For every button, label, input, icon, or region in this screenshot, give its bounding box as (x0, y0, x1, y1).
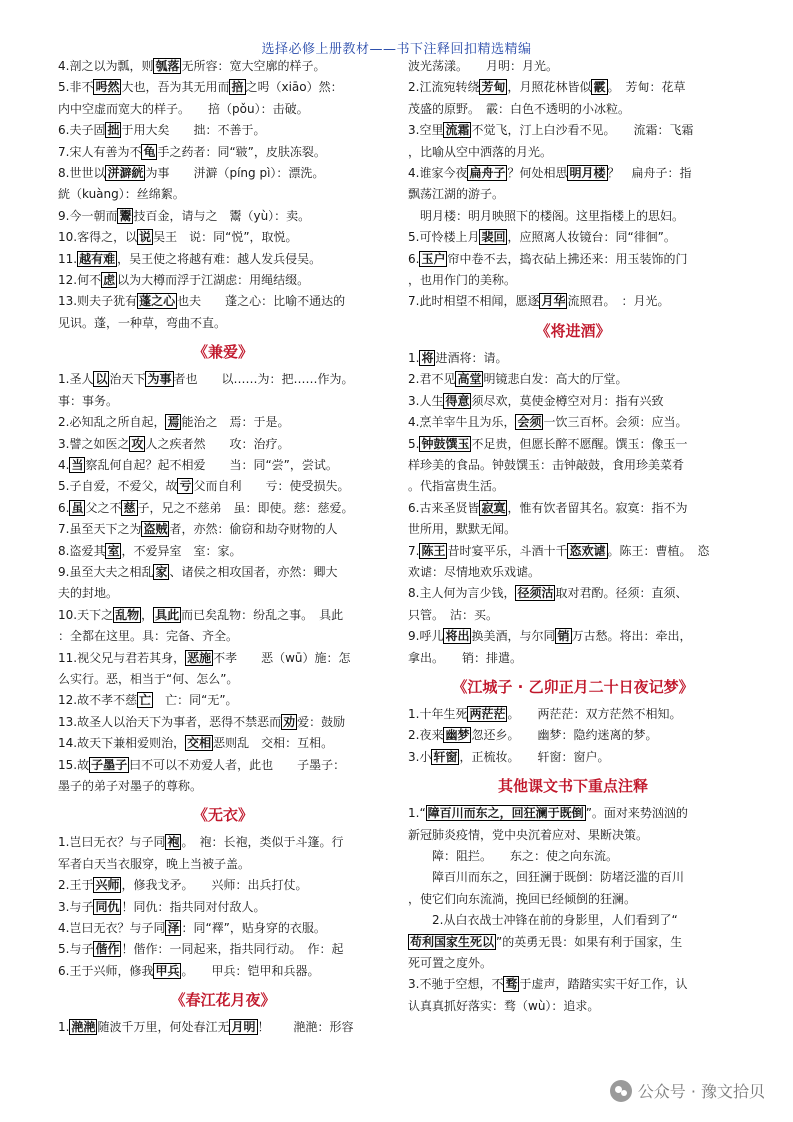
boxed-keyword: 障百川而东之，回狂澜于既倒 (427, 806, 584, 821)
line-text: 者，亦然：偷窃和劫夺财物的人 (169, 522, 338, 537)
line-text: 曰不可以不劝爱人者，此也 子墨子： (129, 757, 346, 772)
line-text: 不孝 恶（wū）施：怎 (213, 650, 351, 665)
line-text: 吴王 说：同“悦”，取悦。 (153, 230, 298, 245)
boxed-keyword: 说 (139, 230, 152, 245)
section-heading: 《春江花月夜》 (170, 991, 276, 1010)
annotation-line (408, 974, 738, 995)
boxed-keyword: 瓠落 (155, 59, 180, 73)
boxed-keyword: 交相 (187, 736, 212, 751)
line-text: 恶则乱 交相：互相。 (213, 736, 334, 751)
boxed-keyword: 陈王 (421, 543, 446, 558)
annotation-line (408, 434, 738, 455)
line-text: ”的英勇无畏：如果有利于国家，生 (496, 934, 683, 949)
boxed-keyword: 轩窗 (433, 749, 458, 764)
line-text: 14.故天下兼相爱则治， (58, 736, 186, 751)
line-text: 。陈王：曹植。 恣 (607, 543, 710, 558)
line-text: ，比喻从空中洒落的月光。 (408, 144, 553, 159)
boxed-keyword: 蓬之心 (139, 294, 176, 309)
line-text: 技百金，请与之 鬻（yù）：卖。 (133, 208, 311, 223)
left-column (58, 56, 388, 1039)
line-text: 1.圣人 (58, 372, 94, 387)
line-text: 6.王于兴师，修我 (58, 963, 154, 978)
line-text: 之呺（xiāo）然： (245, 80, 343, 95)
annotation-line (58, 733, 388, 754)
boxed-keyword: 芳甸 (481, 80, 506, 95)
boxed-keyword: 掊 (231, 80, 244, 95)
line-text: 。 袍：长袍，类似于斗篷。行 (181, 835, 344, 850)
annotation-line (58, 669, 388, 690)
boxed-keyword: 具此 (155, 607, 180, 622)
annotation-line (58, 939, 388, 960)
boxed-keyword: 越有难 (79, 251, 116, 266)
boxed-keyword: 甲兵 (155, 963, 180, 978)
line-text: 明镜悲白发：高大的厅堂。 (483, 372, 628, 387)
line-text: ，使它们向东流淌，挽回已经倾倒的狂澜。 (408, 891, 637, 906)
annotation-line (58, 498, 388, 519)
annotation-line (408, 704, 738, 725)
line-text: 拿出。 销：排遣。 (408, 650, 523, 665)
line-text: 世所用，默默无闻。 (408, 522, 517, 537)
line-text: 帘中卷不去，捣衣砧上拂还来：用玉装饰的门 (447, 251, 688, 266)
annotation-line (58, 541, 388, 562)
annotation-line (408, 605, 738, 626)
page-title: 选择必修上册教材——书下注释回扣精选精编 (261, 42, 532, 57)
boxed-keyword: 高堂 (457, 372, 482, 387)
annotation-line (58, 1017, 388, 1038)
line-text: 8.世世以 (58, 166, 106, 181)
boxed-keyword: 扁舟子 (469, 166, 506, 181)
line-text: ？ 扁舟子：指 (607, 166, 692, 181)
annotation-line (58, 434, 388, 455)
annotation-line (58, 832, 388, 853)
annotation-line (408, 867, 738, 888)
boxed-keyword: 劝 (283, 714, 296, 729)
line-text: 12.何不 (58, 273, 102, 288)
boxed-keyword: 两茫茫 (469, 706, 506, 721)
line-text: 样珍美的食品。钟鼓馔玉：击钟敲鼓，食用珍美菜肴 (408, 457, 685, 472)
annotation-line (58, 120, 388, 141)
line-text: 见识。蓬，一种草，弯曲不直。 (58, 315, 227, 330)
line-text: 11. (58, 251, 78, 266)
boxed-keyword: 得意 (445, 393, 470, 408)
boxed-keyword: 焉 (167, 415, 180, 430)
annotation-line (58, 227, 388, 248)
annotation-line (408, 476, 738, 497)
boxed-keyword: 亡 (139, 693, 152, 708)
annotation-line (408, 803, 738, 824)
line-text: 于用大矣 拙：不善于。 (121, 123, 266, 138)
line-text: ，月照花林皆似 (507, 80, 592, 95)
annotation-line (58, 918, 388, 939)
annotation-line (58, 854, 388, 875)
line-text: 认真真抓好落实：骛（wù）：追求。 (408, 998, 600, 1013)
right-column (408, 56, 738, 1017)
boxed-keyword: 盗贼 (143, 522, 168, 537)
boxed-keyword: 虽 (71, 500, 84, 515)
boxed-keyword: 洴澼絖 (107, 166, 144, 181)
annotation-line (58, 206, 388, 227)
boxed-keyword: 攻 (131, 436, 144, 451)
annotation-line (408, 910, 738, 931)
line-text: 2.必知乱之所自起， (58, 415, 166, 430)
line-text: ：全都在这里。具：完备、齐全。 (58, 629, 239, 644)
line-text: 12.故不孝不慈 (58, 693, 138, 708)
line-text: 4.谁家今夜 (408, 166, 468, 181)
annotation-line (408, 227, 738, 248)
line-text: 6.夫子固 (58, 123, 106, 138)
line-text: ！同仇：指共同对付敌人。 (121, 899, 266, 914)
line-text: 明月楼：明月映照下的楼阁。这里指楼上的思妇。 (408, 208, 685, 223)
boxed-keyword: 同仇 (95, 899, 120, 914)
annotation-line (408, 498, 738, 519)
boxed-keyword: 偕作 (95, 942, 120, 957)
boxed-keyword: 将 (421, 350, 434, 365)
annotation-line (408, 996, 738, 1017)
boxed-keyword: 子墨子 (91, 757, 128, 772)
line-text: 5.与子 (58, 942, 94, 957)
annotation-line (58, 712, 388, 733)
boxed-keyword: 明月楼 (569, 166, 606, 181)
annotation-line (58, 626, 388, 647)
annotation-line (408, 270, 738, 291)
annotation-line (408, 120, 738, 141)
line-text: 昔时宴平乐，斗酒十千 (447, 543, 568, 558)
line-text: 不觉飞，汀上白沙看不见。 流霜：飞霜 (471, 123, 694, 138)
line-text: ， (141, 607, 154, 622)
line-text: 6. (408, 251, 420, 266)
line-text: 。 甲兵：铠甲和兵器。 (181, 963, 320, 978)
boxed-keyword: 拙 (107, 123, 120, 138)
line-text: 。 两茫茫：双方茫然不相知。 (507, 706, 682, 721)
line-text: 5.可怜楼上月 (408, 230, 480, 245)
annotation-line (58, 961, 388, 982)
line-text: 而已矣乱物：纷乱之事。 具此 (181, 607, 344, 622)
line-text: 5. (408, 436, 420, 451)
annotation-line (58, 142, 388, 163)
boxed-keyword: 呺然 (95, 80, 120, 95)
line-text: 3.不驰于空想，不 (408, 977, 504, 992)
boxed-keyword: 销 (557, 629, 570, 644)
line-text: 2.从白衣战士冲锋在前的身影里，人们看到了“ (408, 913, 678, 928)
line-text: 1.十年生死 (408, 706, 468, 721)
boxed-keyword: 滟滟 (71, 1020, 96, 1035)
boxed-keyword: 龟 (143, 144, 156, 159)
annotation-line (58, 755, 388, 776)
line-text: 11.视父兄与君若其身， (58, 650, 186, 665)
annotation-line (58, 270, 388, 291)
line-text: ，惟有饮者留其名。寂寞：指不为 (507, 500, 688, 515)
line-text: 一饮三百杯。会须：应当。 (543, 415, 688, 430)
annotation-line (58, 583, 388, 604)
boxed-keyword: 亏 (179, 479, 192, 494)
line-text: 4.烹羊宰牛且为乐， (408, 415, 516, 430)
annotation-line (408, 291, 738, 312)
line-text: ，应照离人妆镜台：同“徘徊”。 (507, 230, 676, 245)
line-text: 6.古来圣贤皆 (408, 500, 480, 515)
line-text: 子，兄之不慈弟 虽：即使。慈：慈爱。 (137, 500, 354, 515)
line-text: 1. (58, 1020, 70, 1035)
annotation-line (58, 313, 388, 334)
line-text: 7.虽至天下之为 (58, 522, 142, 537)
line-text: 障：阻拦。 东之：使之向东流。 (408, 849, 619, 863)
line-text: 2.君不见 (408, 372, 456, 387)
annotation-line (58, 369, 388, 390)
line-text: 亡：同“无”。 (153, 693, 238, 708)
annotation-line (58, 562, 388, 583)
annotation-line (408, 932, 738, 953)
boxed-keyword: 慈 (123, 500, 136, 515)
boxed-keyword: 以 (95, 372, 108, 387)
boxed-keyword: 流霜 (445, 123, 470, 138)
boxed-keyword: 泽 (167, 921, 180, 936)
annotation-line (408, 369, 738, 390)
annotation-line (408, 953, 738, 974)
line-text: ，正梳妆。 轩窗：窗户。 (459, 749, 610, 764)
annotation-line (58, 56, 388, 77)
annotation-line (408, 184, 738, 205)
line-text: 无所容：宽大空廓的样子。 (181, 59, 326, 73)
line-text: 。代指富贵生活。 (408, 479, 505, 494)
line-text: 2.夜来 (408, 728, 444, 743)
line-text: 3.譬之如医之 (58, 436, 130, 451)
section-heading: 《将进酒》 (535, 321, 611, 340)
section-heading: 《无衣》 (192, 806, 253, 825)
boxed-keyword: 为事 (147, 372, 172, 387)
line-text: 墨子的弟子对墨子的尊称。 (58, 779, 203, 793)
boxed-keyword: 袍 (167, 835, 180, 850)
line-text: 10.天下之 (58, 607, 114, 622)
line-text: 夫的封地。 (58, 586, 119, 601)
annotation-line (58, 291, 388, 312)
line-text: 随波千万里，何处春江无 (97, 1020, 230, 1035)
line-text: 1. (408, 350, 420, 365)
annotation-line (408, 391, 738, 412)
line-text: 万古愁。将出：牵出， (571, 629, 692, 644)
annotation-line (408, 846, 738, 867)
section-heading: 《江城子 · 乙卯正月二十日夜记梦》 (452, 677, 694, 696)
line-text: 只管。 沽：买。 (408, 607, 499, 622)
line-text: 人之疾者然 攻：治疗。 (145, 436, 290, 451)
line-text: 6. (58, 500, 70, 515)
annotation-line (58, 99, 388, 120)
line-text: 能治之 焉：于是。 (181, 415, 290, 430)
annotation-line (408, 889, 738, 910)
annotation-line (408, 249, 738, 270)
boxed-keyword: 苟利国家生死以 (410, 934, 495, 949)
line-text: 于虚声，踏踏实实干好工作，认 (519, 977, 688, 992)
line-text: 1.岂曰无衣？与子同 (58, 835, 166, 850)
boxed-keyword: 霰 (593, 80, 606, 95)
line-text: 。 芳甸：花草 (607, 80, 686, 95)
line-text: 欢谑：尽情地欢乐戏谑。 (408, 564, 541, 579)
annotation-line (408, 747, 738, 768)
line-text: 1.“ (408, 806, 426, 821)
line-text: 父之不 (85, 500, 122, 515)
line-text: 13.故圣人以治天下为事者，恶得不禁恶而 (58, 714, 282, 729)
line-text: 须尽欢，莫使金樽空对月：指有兴致 (471, 393, 664, 408)
boxed-keyword: 鬻 (119, 208, 132, 223)
line-text: 军者白天当衣服穿，晚上当被子盖。 (58, 856, 251, 871)
line-text: 7. (408, 543, 420, 558)
line-text: ！偕作：一同起来，指共同行动。 作：起 (121, 942, 344, 957)
line-text: 事：事务。 (58, 393, 119, 408)
annotation-line (408, 562, 738, 583)
line-text: 5.非不 (58, 80, 94, 95)
line-text: 波光荡漾。 月明：月光。 (408, 59, 559, 73)
line-text: 15.故 (58, 757, 90, 772)
line-text: 察乱何自起？起不相爱 当：同“尝”，尝试。 (85, 457, 338, 472)
line-text: 治天下 (109, 372, 146, 387)
boxed-keyword: 当 (71, 457, 84, 472)
line-text: ，吴王使之将越有难：越人发兵侵吴。 (117, 251, 322, 266)
boxed-keyword: 寂寞 (481, 500, 506, 515)
boxed-keyword: 幽梦 (445, 728, 470, 743)
annotation-line (58, 476, 388, 497)
line-text: ：同“襗”，贴身穿的衣服。 (181, 921, 326, 936)
annotation-line (408, 455, 738, 476)
line-text: 4.岂曰无衣？与子同 (58, 921, 166, 936)
line-text: 进酒将：请。 (435, 350, 508, 365)
line-text: 3.小 (408, 749, 432, 764)
line-text: 也夫 蓬之心：比喻不通达的 (177, 294, 346, 309)
line-text: 8.主人何为言少钱， (408, 586, 516, 601)
line-text: ！ 滟滟：形容 (257, 1020, 354, 1035)
boxed-keyword: 钟鼓馔玉 (421, 436, 470, 451)
boxed-keyword: 月明 (231, 1020, 256, 1035)
line-text: 9.呼儿 (408, 629, 444, 644)
section-heading: 其他课文书下重点注释 (497, 777, 648, 796)
line-text: 3.空里 (408, 123, 444, 138)
line-text: ，也用作门的美称。 (408, 273, 517, 288)
line-text: 死可置之度外。 (408, 956, 493, 971)
boxed-keyword: 家 (155, 564, 168, 579)
annotation-line (408, 206, 738, 227)
annotation-line (408, 163, 738, 184)
annotation-line (58, 249, 388, 270)
boxed-keyword: 室 (107, 543, 120, 558)
line-text: 3.人生 (408, 393, 444, 408)
boxed-keyword: 将出 (445, 629, 470, 644)
line-text: 5.子自爱，不爱父，故 (58, 479, 178, 494)
line-text: 13.则夫子犹有 (58, 294, 138, 309)
watermark-text: 公众号 · 豫文拾贝 (637, 1082, 765, 1101)
annotation-line (408, 626, 738, 647)
boxed-keyword: 乱物 (115, 607, 140, 622)
annotation-line (408, 99, 738, 120)
line-text: 9.虽至大夫之相乱 (58, 564, 154, 579)
boxed-keyword: 月华 (541, 294, 566, 309)
annotation-line (58, 776, 388, 797)
line-text: 者也 以……为：把……作为。 (173, 372, 354, 387)
line-text: 手之药者：同“皲”，皮肤冻裂。 (157, 144, 326, 159)
line-text: 换美酒，与尔同 (471, 629, 556, 644)
line-text: ？何处相思 (507, 166, 568, 181)
boxed-keyword: 裴回 (481, 230, 506, 245)
annotation-line (58, 455, 388, 476)
line-text: 絖（kuàng）：丝绵絮。 (58, 187, 185, 202)
line-text: 为事 洴澼（píng pì）：漂洗。 (145, 166, 325, 181)
annotation-line (408, 583, 738, 604)
annotation-line (408, 348, 738, 369)
line-text: ”。面对来势汹汹的 (585, 806, 688, 821)
annotation-line (408, 142, 738, 163)
boxed-keyword: 虑 (103, 273, 116, 288)
annotation-line (58, 690, 388, 711)
line-text: 飘荡江湖的游子。 (408, 187, 505, 202)
line-text: 10.客得之，以 (58, 230, 138, 245)
boxed-keyword: 兴师 (95, 878, 120, 893)
line-text: 流照君。 ：月光。 (567, 294, 670, 309)
boxed-keyword: 玉户 (421, 251, 446, 266)
line-text: 取对君酌。径须：直须、 (555, 586, 688, 601)
annotation-line (58, 519, 388, 540)
boxed-keyword: 会须 (517, 415, 542, 430)
annotation-line (408, 77, 738, 98)
line-text: 大也，吾为其无用而 (121, 80, 230, 95)
annotation-line (58, 77, 388, 98)
boxed-keyword: 径须沽 (517, 586, 554, 601)
annotation-line (408, 56, 738, 77)
line-text: 么实行。恶，相当于“何、怎么”。 (58, 671, 239, 686)
line-text: 父而自利 亏：使受损失。 (193, 479, 350, 494)
annotation-line (58, 605, 388, 626)
annotation-line (58, 184, 388, 205)
boxed-keyword: 恣欢谑 (569, 543, 606, 558)
line-text: 以为大樽而浮于江湖虑：用绳结缀。 (117, 273, 310, 288)
watermark (610, 1079, 765, 1102)
line-text: 4.剖之以为瓢，则 (58, 59, 154, 73)
annotation-line (58, 897, 388, 918)
annotation-line (58, 875, 388, 896)
wechat-icon (610, 1080, 632, 1102)
line-text: 、诸侯之相攻国者，亦然：卿大 (169, 564, 338, 579)
line-text: 茂盛的原野。 霰：白色不透明的小冰粒。 (408, 101, 631, 116)
annotation-line (408, 648, 738, 669)
line-text: 不足贵，但愿长醉不愿醒。馔玉：像玉一 (471, 436, 688, 451)
boxed-keyword: 骛 (505, 977, 518, 992)
line-text: 4. (58, 457, 70, 472)
line-text: 7.宋人有善为不 (58, 144, 142, 159)
line-text: ，修我戈矛。 兴师：出兵打仗。 (121, 878, 308, 893)
annotation-line (58, 391, 388, 412)
line-text: 新冠肺炎疫情，党中央沉着应对、果断决策。 (408, 827, 649, 842)
annotation-line (408, 412, 738, 433)
annotation-line (408, 519, 738, 540)
annotation-line (408, 825, 738, 846)
line-text: 3.与子 (58, 899, 94, 914)
annotation-line (408, 725, 738, 746)
line-text: 2.王于 (58, 878, 94, 893)
line-text: 障百川而东之，回狂澜于既倒：防堵泛滥的百川 (408, 870, 685, 885)
line-text: 7.此时相望不相闻，愿逐 (408, 294, 540, 309)
line-text: 内中空虚而宽大的样子。 掊（pǒu）：击破。 (58, 101, 309, 116)
line-text: ，不爱异室 室：家。 (121, 543, 242, 558)
annotation-line (58, 412, 388, 433)
boxed-keyword: 恶施 (187, 650, 212, 665)
line-text: 9.今一朝而 (58, 208, 118, 223)
section-heading: 《兼爱》 (192, 343, 253, 362)
annotation-line (408, 541, 738, 562)
line-text: 爱：鼓励 (297, 714, 346, 729)
line-text: 2.江流宛转绕 (408, 80, 480, 95)
annotation-line (58, 648, 388, 669)
line-text: 忽还乡。 幽梦：隐约迷离的梦。 (471, 728, 658, 743)
line-text: 8.盗爱其 (58, 543, 106, 558)
annotation-line (58, 163, 388, 184)
